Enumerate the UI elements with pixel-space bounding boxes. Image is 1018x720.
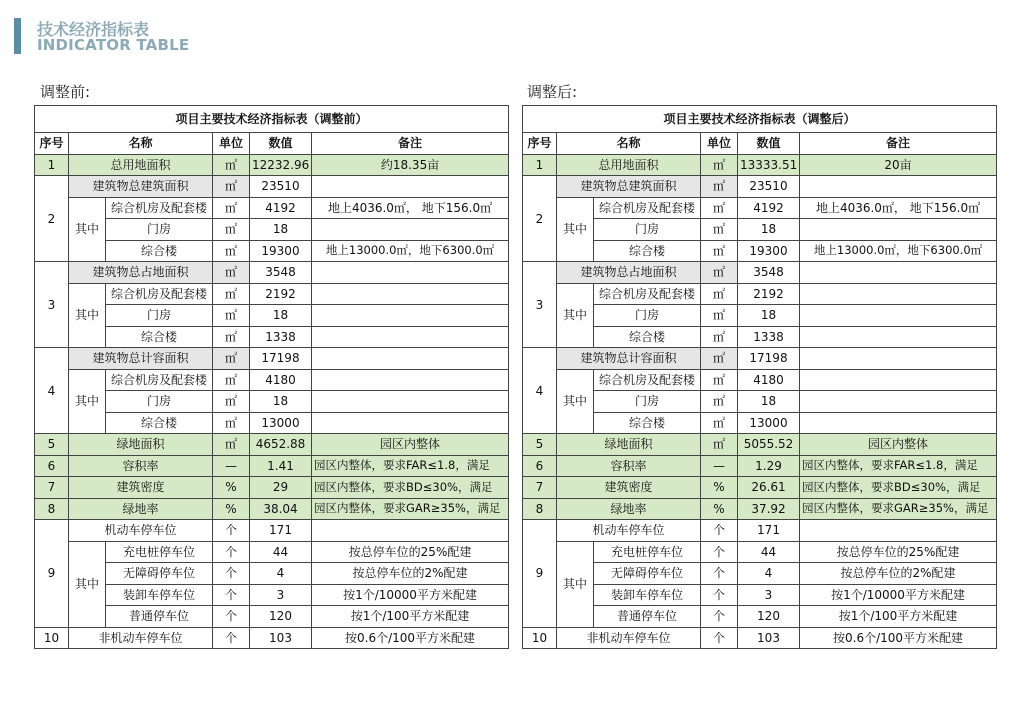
row-value: 23510 bbox=[738, 176, 800, 198]
row-no: 2 bbox=[35, 176, 69, 262]
table-row bbox=[35, 434, 509, 456]
sub-row-note: 地上4036.0㎡， 地下156.0㎡ bbox=[800, 197, 997, 219]
sub-row-value: 44 bbox=[250, 541, 312, 563]
sub-row-unit: ㎡ bbox=[701, 391, 738, 413]
row-no: 4 bbox=[35, 348, 69, 434]
sub-row-value: 19300 bbox=[738, 240, 800, 262]
row-unit: — bbox=[213, 455, 250, 477]
sub-row-value: 1338 bbox=[250, 326, 312, 348]
row-note bbox=[312, 176, 509, 198]
row-note bbox=[800, 176, 997, 198]
row-value: 171 bbox=[250, 520, 312, 542]
sub-row-name: 综合楼 bbox=[594, 412, 701, 434]
row-name: 非机动车停车位 bbox=[557, 627, 701, 649]
row-unit: % bbox=[213, 477, 250, 499]
sub-row-note: 地上13000.0㎡，地下6300.0㎡ bbox=[800, 240, 997, 262]
sub-row-note: 地上13000.0㎡，地下6300.0㎡ bbox=[312, 240, 509, 262]
table-row bbox=[35, 305, 509, 327]
row-name: 总用地面积 bbox=[69, 154, 213, 176]
row-value: 13333.51 bbox=[738, 154, 800, 176]
sub-group-label: 其中 bbox=[557, 197, 594, 262]
table-row bbox=[523, 606, 997, 628]
sub-row-name: 充电桩停车位 bbox=[106, 541, 213, 563]
sub-row-name: 装卸车停车位 bbox=[594, 584, 701, 606]
row-no: 9 bbox=[35, 520, 69, 628]
row-unit: 个 bbox=[701, 520, 738, 542]
col-header-unit: 单位 bbox=[701, 133, 738, 155]
row-note: 园区内整体，要求FAR≤1.8，满足 bbox=[312, 455, 509, 477]
sub-row-name: 门房 bbox=[594, 305, 701, 327]
row-name: 建筑密度 bbox=[557, 477, 701, 499]
row-value: 17198 bbox=[738, 348, 800, 370]
sub-row-value: 18 bbox=[738, 219, 800, 241]
sub-row-name: 综合楼 bbox=[106, 326, 213, 348]
sub-row-note bbox=[312, 283, 509, 305]
sub-row-unit: 个 bbox=[701, 541, 738, 563]
row-value: 1.29 bbox=[738, 455, 800, 477]
sub-row-name: 门房 bbox=[594, 391, 701, 413]
table-row bbox=[35, 606, 509, 628]
sub-row-name: 综合机房及配套楼 bbox=[594, 369, 701, 391]
sub-row-note bbox=[800, 412, 997, 434]
section-label-after: 调整后: bbox=[527, 83, 578, 101]
table-row bbox=[35, 326, 509, 348]
sub-row-note bbox=[312, 305, 509, 327]
row-no: 9 bbox=[523, 520, 557, 628]
col-header-unit: 单位 bbox=[213, 133, 250, 155]
sub-row-value: 4 bbox=[738, 563, 800, 585]
sub-row-unit: 个 bbox=[213, 541, 250, 563]
row-value: 103 bbox=[250, 627, 312, 649]
sub-row-value: 4180 bbox=[738, 369, 800, 391]
sub-row-note: 按1个/100平方米配建 bbox=[312, 606, 509, 628]
table-row bbox=[35, 477, 509, 499]
row-no: 8 bbox=[35, 498, 69, 520]
table-row bbox=[523, 391, 997, 413]
row-note: 园区内整体，要求GAR≥35%，满足 bbox=[312, 498, 509, 520]
sub-row-value: 19300 bbox=[250, 240, 312, 262]
sub-row-name: 综合楼 bbox=[106, 240, 213, 262]
sub-row-unit: ㎡ bbox=[213, 219, 250, 241]
row-note bbox=[312, 262, 509, 284]
row-name: 建筑物总建筑面积 bbox=[69, 176, 213, 198]
row-name: 容积率 bbox=[557, 455, 701, 477]
row-unit: ㎡ bbox=[213, 154, 250, 176]
row-name: 非机动车停车位 bbox=[69, 627, 213, 649]
table-row bbox=[35, 563, 509, 585]
sub-group-label: 其中 bbox=[69, 541, 106, 627]
sub-row-unit: ㎡ bbox=[213, 326, 250, 348]
row-no: 2 bbox=[523, 176, 557, 262]
table-row bbox=[523, 176, 997, 198]
row-unit: % bbox=[701, 498, 738, 520]
sub-row-name: 综合机房及配套楼 bbox=[106, 197, 213, 219]
sub-row-note bbox=[800, 326, 997, 348]
table-row bbox=[35, 176, 509, 198]
table-row bbox=[35, 520, 509, 542]
sub-row-value: 13000 bbox=[738, 412, 800, 434]
sub-row-name: 综合机房及配套楼 bbox=[594, 197, 701, 219]
sub-row-unit: 个 bbox=[701, 584, 738, 606]
sub-row-note bbox=[312, 412, 509, 434]
sub-row-note: 按1个/100平方米配建 bbox=[800, 606, 997, 628]
sub-row-name: 综合楼 bbox=[594, 326, 701, 348]
row-name: 绿地面积 bbox=[557, 434, 701, 456]
table-row bbox=[523, 541, 997, 563]
row-no: 4 bbox=[523, 348, 557, 434]
row-unit: ㎡ bbox=[213, 348, 250, 370]
col-header-name: 名称 bbox=[557, 133, 701, 155]
table-row bbox=[523, 455, 997, 477]
sub-row-value: 18 bbox=[250, 305, 312, 327]
row-unit: — bbox=[701, 455, 738, 477]
sub-row-unit: ㎡ bbox=[701, 369, 738, 391]
sub-row-name: 门房 bbox=[594, 219, 701, 241]
sub-row-value: 4192 bbox=[738, 197, 800, 219]
table-row bbox=[523, 498, 997, 520]
sub-row-unit: ㎡ bbox=[701, 219, 738, 241]
table-row bbox=[523, 412, 997, 434]
row-no: 6 bbox=[35, 455, 69, 477]
col-header-no: 序号 bbox=[35, 133, 69, 155]
row-unit: ㎡ bbox=[701, 176, 738, 198]
sub-row-value: 3 bbox=[250, 584, 312, 606]
row-name: 建筑物总建筑面积 bbox=[557, 176, 701, 198]
row-value: 38.04 bbox=[250, 498, 312, 520]
sub-row-name: 综合机房及配套楼 bbox=[594, 283, 701, 305]
row-unit: ㎡ bbox=[213, 176, 250, 198]
row-name: 绿地面积 bbox=[69, 434, 213, 456]
table-row bbox=[523, 520, 997, 542]
row-no: 1 bbox=[523, 154, 557, 176]
row-unit: % bbox=[213, 498, 250, 520]
row-name: 建筑密度 bbox=[69, 477, 213, 499]
row-unit: ㎡ bbox=[701, 154, 738, 176]
sub-row-value: 18 bbox=[250, 219, 312, 241]
row-value: 23510 bbox=[250, 176, 312, 198]
table-row bbox=[35, 283, 509, 305]
row-name: 机动车停车位 bbox=[557, 520, 701, 542]
sub-row-note: 按总停车位的2%配建 bbox=[800, 563, 997, 585]
col-header-no: 序号 bbox=[523, 133, 557, 155]
sub-row-value: 4180 bbox=[250, 369, 312, 391]
row-unit: % bbox=[701, 477, 738, 499]
row-unit: 个 bbox=[213, 627, 250, 649]
row-unit: 个 bbox=[701, 627, 738, 649]
sub-row-note: 按总停车位的25%配建 bbox=[312, 541, 509, 563]
row-note: 按0.6个/100平方米配建 bbox=[312, 627, 509, 649]
table-row bbox=[35, 391, 509, 413]
row-note: 园区内整体，要求BD≤30%，满足 bbox=[800, 477, 997, 499]
row-name: 建筑物总占地面积 bbox=[557, 262, 701, 284]
page-title-en: INDICATOR TABLE bbox=[37, 36, 190, 54]
row-unit: ㎡ bbox=[701, 434, 738, 456]
row-note: 园区内整体，要求BD≤30%，满足 bbox=[312, 477, 509, 499]
table-row bbox=[523, 348, 997, 370]
row-no: 3 bbox=[35, 262, 69, 348]
row-note: 园区内整体，要求GAR≥35%，满足 bbox=[800, 498, 997, 520]
row-note: 约18.35亩 bbox=[312, 154, 509, 176]
row-no: 8 bbox=[523, 498, 557, 520]
col-header-note: 备注 bbox=[800, 133, 997, 155]
table-row bbox=[523, 305, 997, 327]
sub-row-note bbox=[312, 219, 509, 241]
row-value: 3548 bbox=[738, 262, 800, 284]
sub-row-unit: ㎡ bbox=[213, 369, 250, 391]
sub-row-name: 综合机房及配套楼 bbox=[106, 369, 213, 391]
sub-row-unit: ㎡ bbox=[213, 305, 250, 327]
sub-row-note bbox=[312, 326, 509, 348]
sub-row-unit: 个 bbox=[213, 563, 250, 585]
sub-row-note: 按总停车位的25%配建 bbox=[800, 541, 997, 563]
table-row bbox=[523, 154, 997, 176]
row-value: 4652.88 bbox=[250, 434, 312, 456]
row-value: 103 bbox=[738, 627, 800, 649]
row-note bbox=[312, 348, 509, 370]
sub-row-value: 44 bbox=[738, 541, 800, 563]
row-value: 3548 bbox=[250, 262, 312, 284]
sub-row-value: 13000 bbox=[250, 412, 312, 434]
row-name: 建筑物总计容面积 bbox=[557, 348, 701, 370]
sub-row-value: 18 bbox=[250, 391, 312, 413]
sub-row-unit: ㎡ bbox=[701, 412, 738, 434]
sub-row-value: 4 bbox=[250, 563, 312, 585]
sub-row-note: 地上4036.0㎡， 地下156.0㎡ bbox=[312, 197, 509, 219]
sub-row-note: 按总停车位的2%配建 bbox=[312, 563, 509, 585]
row-no: 5 bbox=[523, 434, 557, 456]
sub-group-label: 其中 bbox=[557, 283, 594, 348]
sub-row-unit: ㎡ bbox=[701, 305, 738, 327]
row-unit: ㎡ bbox=[701, 348, 738, 370]
sub-row-name: 无障碍停车位 bbox=[594, 563, 701, 585]
sub-row-note bbox=[800, 283, 997, 305]
row-note: 20亩 bbox=[800, 154, 997, 176]
sub-row-name: 综合楼 bbox=[594, 240, 701, 262]
row-value: 1.41 bbox=[250, 455, 312, 477]
table-row bbox=[523, 197, 997, 219]
sub-row-note: 按1个/10000平方米配建 bbox=[312, 584, 509, 606]
sub-row-unit: ㎡ bbox=[213, 412, 250, 434]
table-row bbox=[523, 262, 997, 284]
row-name: 总用地面积 bbox=[557, 154, 701, 176]
col-header-name: 名称 bbox=[69, 133, 213, 155]
row-unit: ㎡ bbox=[213, 262, 250, 284]
table-row bbox=[35, 154, 509, 176]
sub-row-value: 2192 bbox=[738, 283, 800, 305]
sub-row-name: 门房 bbox=[106, 219, 213, 241]
row-unit: ㎡ bbox=[213, 434, 250, 456]
sub-row-value: 18 bbox=[738, 391, 800, 413]
sub-row-note: 按1个/10000平方米配建 bbox=[800, 584, 997, 606]
table-row bbox=[35, 197, 509, 219]
sub-row-value: 4192 bbox=[250, 197, 312, 219]
sub-row-unit: ㎡ bbox=[701, 240, 738, 262]
sub-row-unit: 个 bbox=[213, 606, 250, 628]
table-row bbox=[523, 283, 997, 305]
row-note bbox=[800, 348, 997, 370]
row-note bbox=[800, 262, 997, 284]
row-no: 5 bbox=[35, 434, 69, 456]
sub-group-label: 其中 bbox=[69, 369, 106, 434]
sub-row-note bbox=[800, 391, 997, 413]
section-label-before: 调整前: bbox=[40, 83, 91, 101]
page-title-cn: 技术经济指标表 bbox=[37, 20, 150, 39]
table-row bbox=[35, 369, 509, 391]
row-name: 建筑物总占地面积 bbox=[69, 262, 213, 284]
table-row bbox=[35, 584, 509, 606]
sub-row-name: 无障碍停车位 bbox=[106, 563, 213, 585]
row-no: 10 bbox=[523, 627, 557, 649]
row-no: 6 bbox=[523, 455, 557, 477]
row-no: 1 bbox=[35, 154, 69, 176]
table-row bbox=[35, 348, 509, 370]
sub-row-unit: ㎡ bbox=[213, 391, 250, 413]
table-row bbox=[523, 584, 997, 606]
row-name: 建筑物总计容面积 bbox=[69, 348, 213, 370]
row-value: 29 bbox=[250, 477, 312, 499]
sub-row-name: 综合楼 bbox=[106, 412, 213, 434]
sub-row-unit: ㎡ bbox=[701, 283, 738, 305]
row-unit: 个 bbox=[213, 520, 250, 542]
sub-group-label: 其中 bbox=[557, 369, 594, 434]
table-row bbox=[523, 434, 997, 456]
table-row bbox=[35, 455, 509, 477]
row-note: 园区内整体 bbox=[312, 434, 509, 456]
sub-row-unit: 个 bbox=[701, 606, 738, 628]
row-value: 171 bbox=[738, 520, 800, 542]
row-no: 7 bbox=[35, 477, 69, 499]
sub-row-value: 2192 bbox=[250, 283, 312, 305]
sub-row-value: 120 bbox=[738, 606, 800, 628]
row-note bbox=[800, 520, 997, 542]
sub-row-name: 装卸车停车位 bbox=[106, 584, 213, 606]
row-name: 绿地率 bbox=[557, 498, 701, 520]
row-value: 12232.96 bbox=[250, 154, 312, 176]
sub-row-name: 综合机房及配套楼 bbox=[106, 283, 213, 305]
col-header-note: 备注 bbox=[312, 133, 509, 155]
row-value: 26.61 bbox=[738, 477, 800, 499]
table-row bbox=[523, 219, 997, 241]
table-row bbox=[35, 219, 509, 241]
table-row bbox=[523, 326, 997, 348]
sub-row-name: 门房 bbox=[106, 391, 213, 413]
row-value: 17198 bbox=[250, 348, 312, 370]
table-title: 项目主要技术经济指标表（调整前） bbox=[35, 106, 509, 133]
row-value: 5055.52 bbox=[738, 434, 800, 456]
row-note: 按0.6个/100平方米配建 bbox=[800, 627, 997, 649]
sub-row-unit: 个 bbox=[701, 563, 738, 585]
indicator-table-after bbox=[522, 105, 997, 649]
sub-row-value: 18 bbox=[738, 305, 800, 327]
sub-row-note bbox=[312, 369, 509, 391]
sub-row-value: 120 bbox=[250, 606, 312, 628]
sub-row-note bbox=[800, 219, 997, 241]
table-row bbox=[35, 412, 509, 434]
row-no: 7 bbox=[523, 477, 557, 499]
sub-group-label: 其中 bbox=[69, 197, 106, 262]
table-row bbox=[35, 498, 509, 520]
sub-group-label: 其中 bbox=[557, 541, 594, 627]
row-no: 10 bbox=[35, 627, 69, 649]
table-row bbox=[523, 563, 997, 585]
sub-row-unit: ㎡ bbox=[213, 197, 250, 219]
sub-row-unit: ㎡ bbox=[213, 283, 250, 305]
table-row bbox=[35, 541, 509, 563]
row-note bbox=[312, 520, 509, 542]
table-row bbox=[523, 627, 997, 649]
col-header-value: 数值 bbox=[738, 133, 800, 155]
sub-row-value: 3 bbox=[738, 584, 800, 606]
table-row bbox=[523, 477, 997, 499]
sub-row-note bbox=[800, 369, 997, 391]
row-name: 机动车停车位 bbox=[69, 520, 213, 542]
table-row bbox=[35, 262, 509, 284]
sub-group-label: 其中 bbox=[69, 283, 106, 348]
table-row bbox=[523, 369, 997, 391]
row-unit: ㎡ bbox=[701, 262, 738, 284]
sub-row-name: 普通停车位 bbox=[594, 606, 701, 628]
table-title: 项目主要技术经济指标表（调整后） bbox=[523, 106, 997, 133]
row-note: 园区内整体，要求FAR≤1.8，满足 bbox=[800, 455, 997, 477]
sub-row-note bbox=[312, 391, 509, 413]
table-row bbox=[523, 240, 997, 262]
sub-row-name: 充电桩停车位 bbox=[594, 541, 701, 563]
row-note: 园区内整体 bbox=[800, 434, 997, 456]
row-value: 37.92 bbox=[738, 498, 800, 520]
row-no: 3 bbox=[523, 262, 557, 348]
row-name: 容积率 bbox=[69, 455, 213, 477]
table-row bbox=[35, 240, 509, 262]
header-accent-bar bbox=[14, 18, 21, 54]
row-name: 绿地率 bbox=[69, 498, 213, 520]
sub-row-note bbox=[800, 305, 997, 327]
sub-row-name: 普通停车位 bbox=[106, 606, 213, 628]
sub-row-unit: 个 bbox=[213, 584, 250, 606]
table-row bbox=[35, 627, 509, 649]
sub-row-value: 1338 bbox=[738, 326, 800, 348]
sub-row-unit: ㎡ bbox=[213, 240, 250, 262]
indicator-table-before bbox=[34, 105, 509, 649]
col-header-value: 数值 bbox=[250, 133, 312, 155]
sub-row-unit: ㎡ bbox=[701, 326, 738, 348]
sub-row-name: 门房 bbox=[106, 305, 213, 327]
sub-row-unit: ㎡ bbox=[701, 197, 738, 219]
